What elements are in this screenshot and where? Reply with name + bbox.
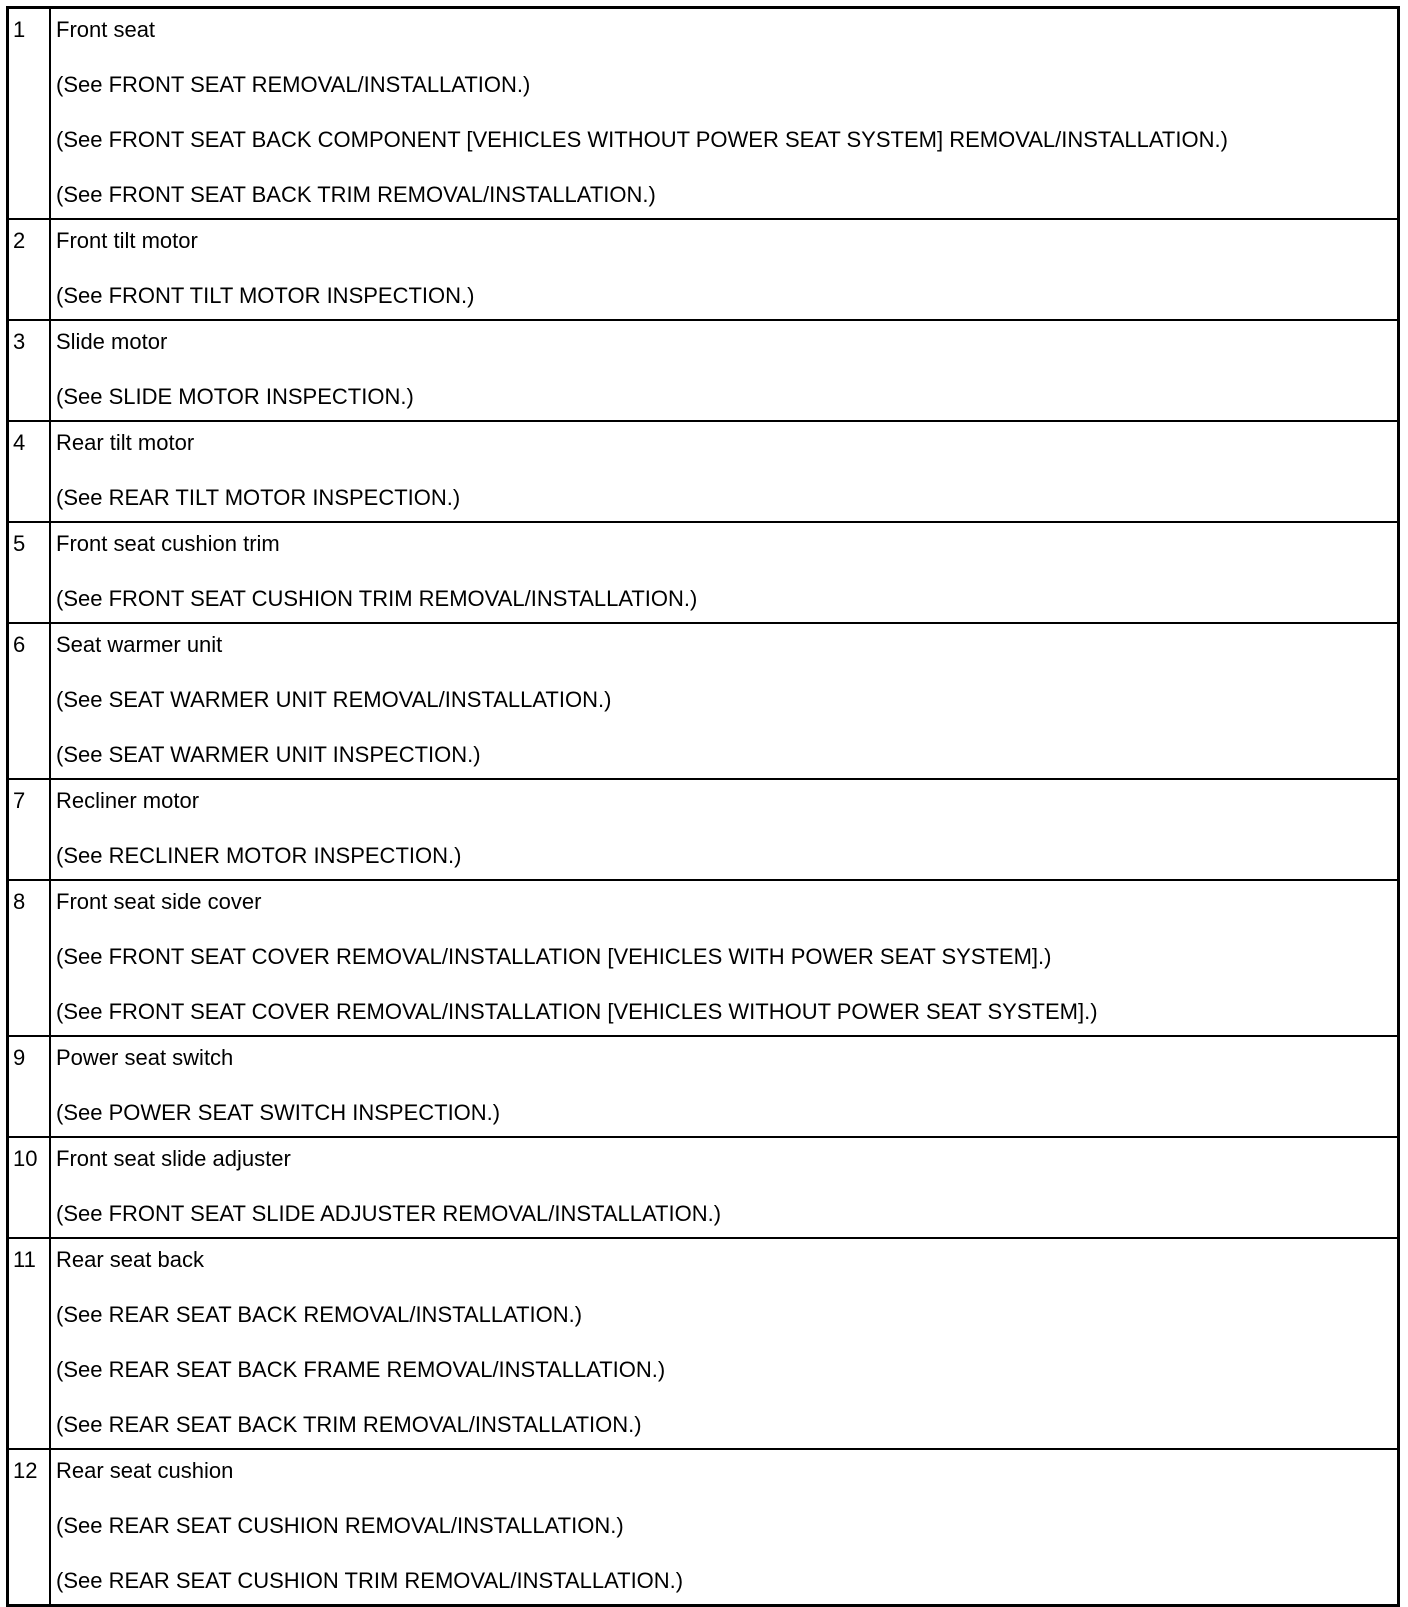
component-name: Front seat cushion trim: [56, 531, 280, 556]
item-number-cell: [8, 320, 51, 421]
item-number: 7: [13, 788, 26, 813]
procedure-reference: (See FRONT SEAT CUSHION TRIM REMOVAL/INSTALLATION.): [56, 586, 698, 611]
item-description-cell: [50, 1449, 1399, 1606]
item-number-cell: [8, 219, 51, 320]
item-description-cell: [50, 623, 1399, 779]
item-description-cell: [50, 320, 1399, 421]
component-name: Front seat side cover: [56, 889, 262, 914]
component-name: Slide motor: [56, 329, 168, 354]
item-number: 2: [13, 228, 26, 253]
item-number: 3: [13, 329, 26, 354]
table-row: [8, 779, 1399, 880]
table-body: [8, 8, 1399, 1606]
procedure-reference: (See FRONT SEAT COVER REMOVAL/INSTALLATION [VEHICLES WITHOUT POWER SEAT SYSTEM].): [56, 999, 1098, 1024]
component-name: Front tilt motor: [56, 228, 198, 253]
component-name: Power seat switch: [56, 1045, 234, 1070]
item-number-cell: [8, 421, 51, 522]
procedure-reference: (See REAR SEAT CUSHION REMOVAL/INSTALLATION.): [56, 1513, 624, 1538]
item-number-cell: [8, 522, 51, 623]
component-name: Recliner motor: [56, 788, 200, 813]
item-number: 12: [13, 1458, 38, 1483]
procedure-reference: (See REAR SEAT CUSHION TRIM REMOVAL/INSTALLATION.): [56, 1568, 684, 1593]
component-name: Front seat: [56, 17, 156, 42]
item-number-cell: [8, 1036, 51, 1137]
table-row: [8, 1238, 1399, 1449]
item-description-cell: [50, 779, 1399, 880]
table-row: [8, 1449, 1399, 1606]
procedure-reference: (See FRONT SEAT BACK TRIM REMOVAL/INSTALLATION.): [56, 182, 656, 207]
item-number: 4: [13, 430, 26, 455]
procedure-reference: (See REAR SEAT BACK TRIM REMOVAL/INSTALLATION.): [56, 1412, 642, 1437]
procedure-reference: (See SEAT WARMER UNIT INSPECTION.): [56, 742, 481, 767]
item-description-cell: [50, 421, 1399, 522]
item-number-cell: [8, 1449, 51, 1606]
table-row: [8, 8, 1399, 220]
item-number-cell: [8, 623, 51, 779]
table-row: [8, 219, 1399, 320]
item-number: 9: [13, 1045, 26, 1070]
procedure-reference: (See FRONT SEAT COVER REMOVAL/INSTALLATION [VEHICLES WITH POWER SEAT SYSTEM].): [56, 944, 1052, 969]
parts-reference-table: [6, 6, 1400, 1607]
table-row: [8, 522, 1399, 623]
component-name: Rear seat back: [56, 1247, 204, 1272]
item-number: 8: [13, 889, 26, 914]
procedure-reference: (See REAR SEAT BACK REMOVAL/INSTALLATION.): [56, 1302, 583, 1327]
component-name: Rear seat cushion: [56, 1458, 234, 1483]
item-description-cell: [50, 1238, 1399, 1449]
item-number: 5: [13, 531, 26, 556]
item-description-cell: [50, 219, 1399, 320]
item-description-cell: [50, 880, 1399, 1036]
procedure-reference: (See FRONT TILT MOTOR INSPECTION.): [56, 283, 475, 308]
item-number-cell: [8, 1137, 51, 1238]
component-name: Front seat slide adjuster: [56, 1146, 291, 1171]
table-row: [8, 421, 1399, 522]
item-number: 10: [13, 1146, 38, 1171]
component-name: Seat warmer unit: [56, 632, 223, 657]
table-row: [8, 623, 1399, 779]
procedure-reference: (See FRONT SEAT SLIDE ADJUSTER REMOVAL/INSTALLATION.): [56, 1201, 722, 1226]
procedure-reference: (See SEAT WARMER UNIT REMOVAL/INSTALLATION.): [56, 687, 612, 712]
procedure-reference: (See RECLINER MOTOR INSPECTION.): [56, 843, 462, 868]
item-number-cell: [8, 779, 51, 880]
item-number: 1: [13, 17, 26, 42]
procedure-reference: (See REAR SEAT BACK FRAME REMOVAL/INSTALLATION.): [56, 1357, 666, 1382]
item-number: 6: [13, 632, 26, 657]
procedure-reference: (See FRONT SEAT BACK COMPONENT [VEHICLES WITHOUT POWER SEAT SYSTEM] REMOVAL/INSTALLATION.): [56, 127, 1228, 152]
item-description-cell: [50, 8, 1399, 220]
procedure-reference: (See REAR TILT MOTOR INSPECTION.): [56, 485, 461, 510]
table-row: [8, 320, 1399, 421]
item-description-cell: [50, 1137, 1399, 1238]
item-number-cell: [8, 880, 51, 1036]
procedure-reference: (See POWER SEAT SWITCH INSPECTION.): [56, 1100, 501, 1125]
procedure-reference: (See FRONT SEAT REMOVAL/INSTALLATION.): [56, 72, 531, 97]
item-description-cell: [50, 522, 1399, 623]
item-description-cell: [50, 1036, 1399, 1137]
component-name: Rear tilt motor: [56, 430, 195, 455]
table-row: [8, 880, 1399, 1036]
item-number-cell: [8, 1238, 51, 1449]
table-row: [8, 1137, 1399, 1238]
procedure-reference: (See SLIDE MOTOR INSPECTION.): [56, 384, 414, 409]
item-number: 11: [13, 1247, 36, 1272]
table-row: [8, 1036, 1399, 1137]
item-number-cell: [8, 8, 51, 220]
